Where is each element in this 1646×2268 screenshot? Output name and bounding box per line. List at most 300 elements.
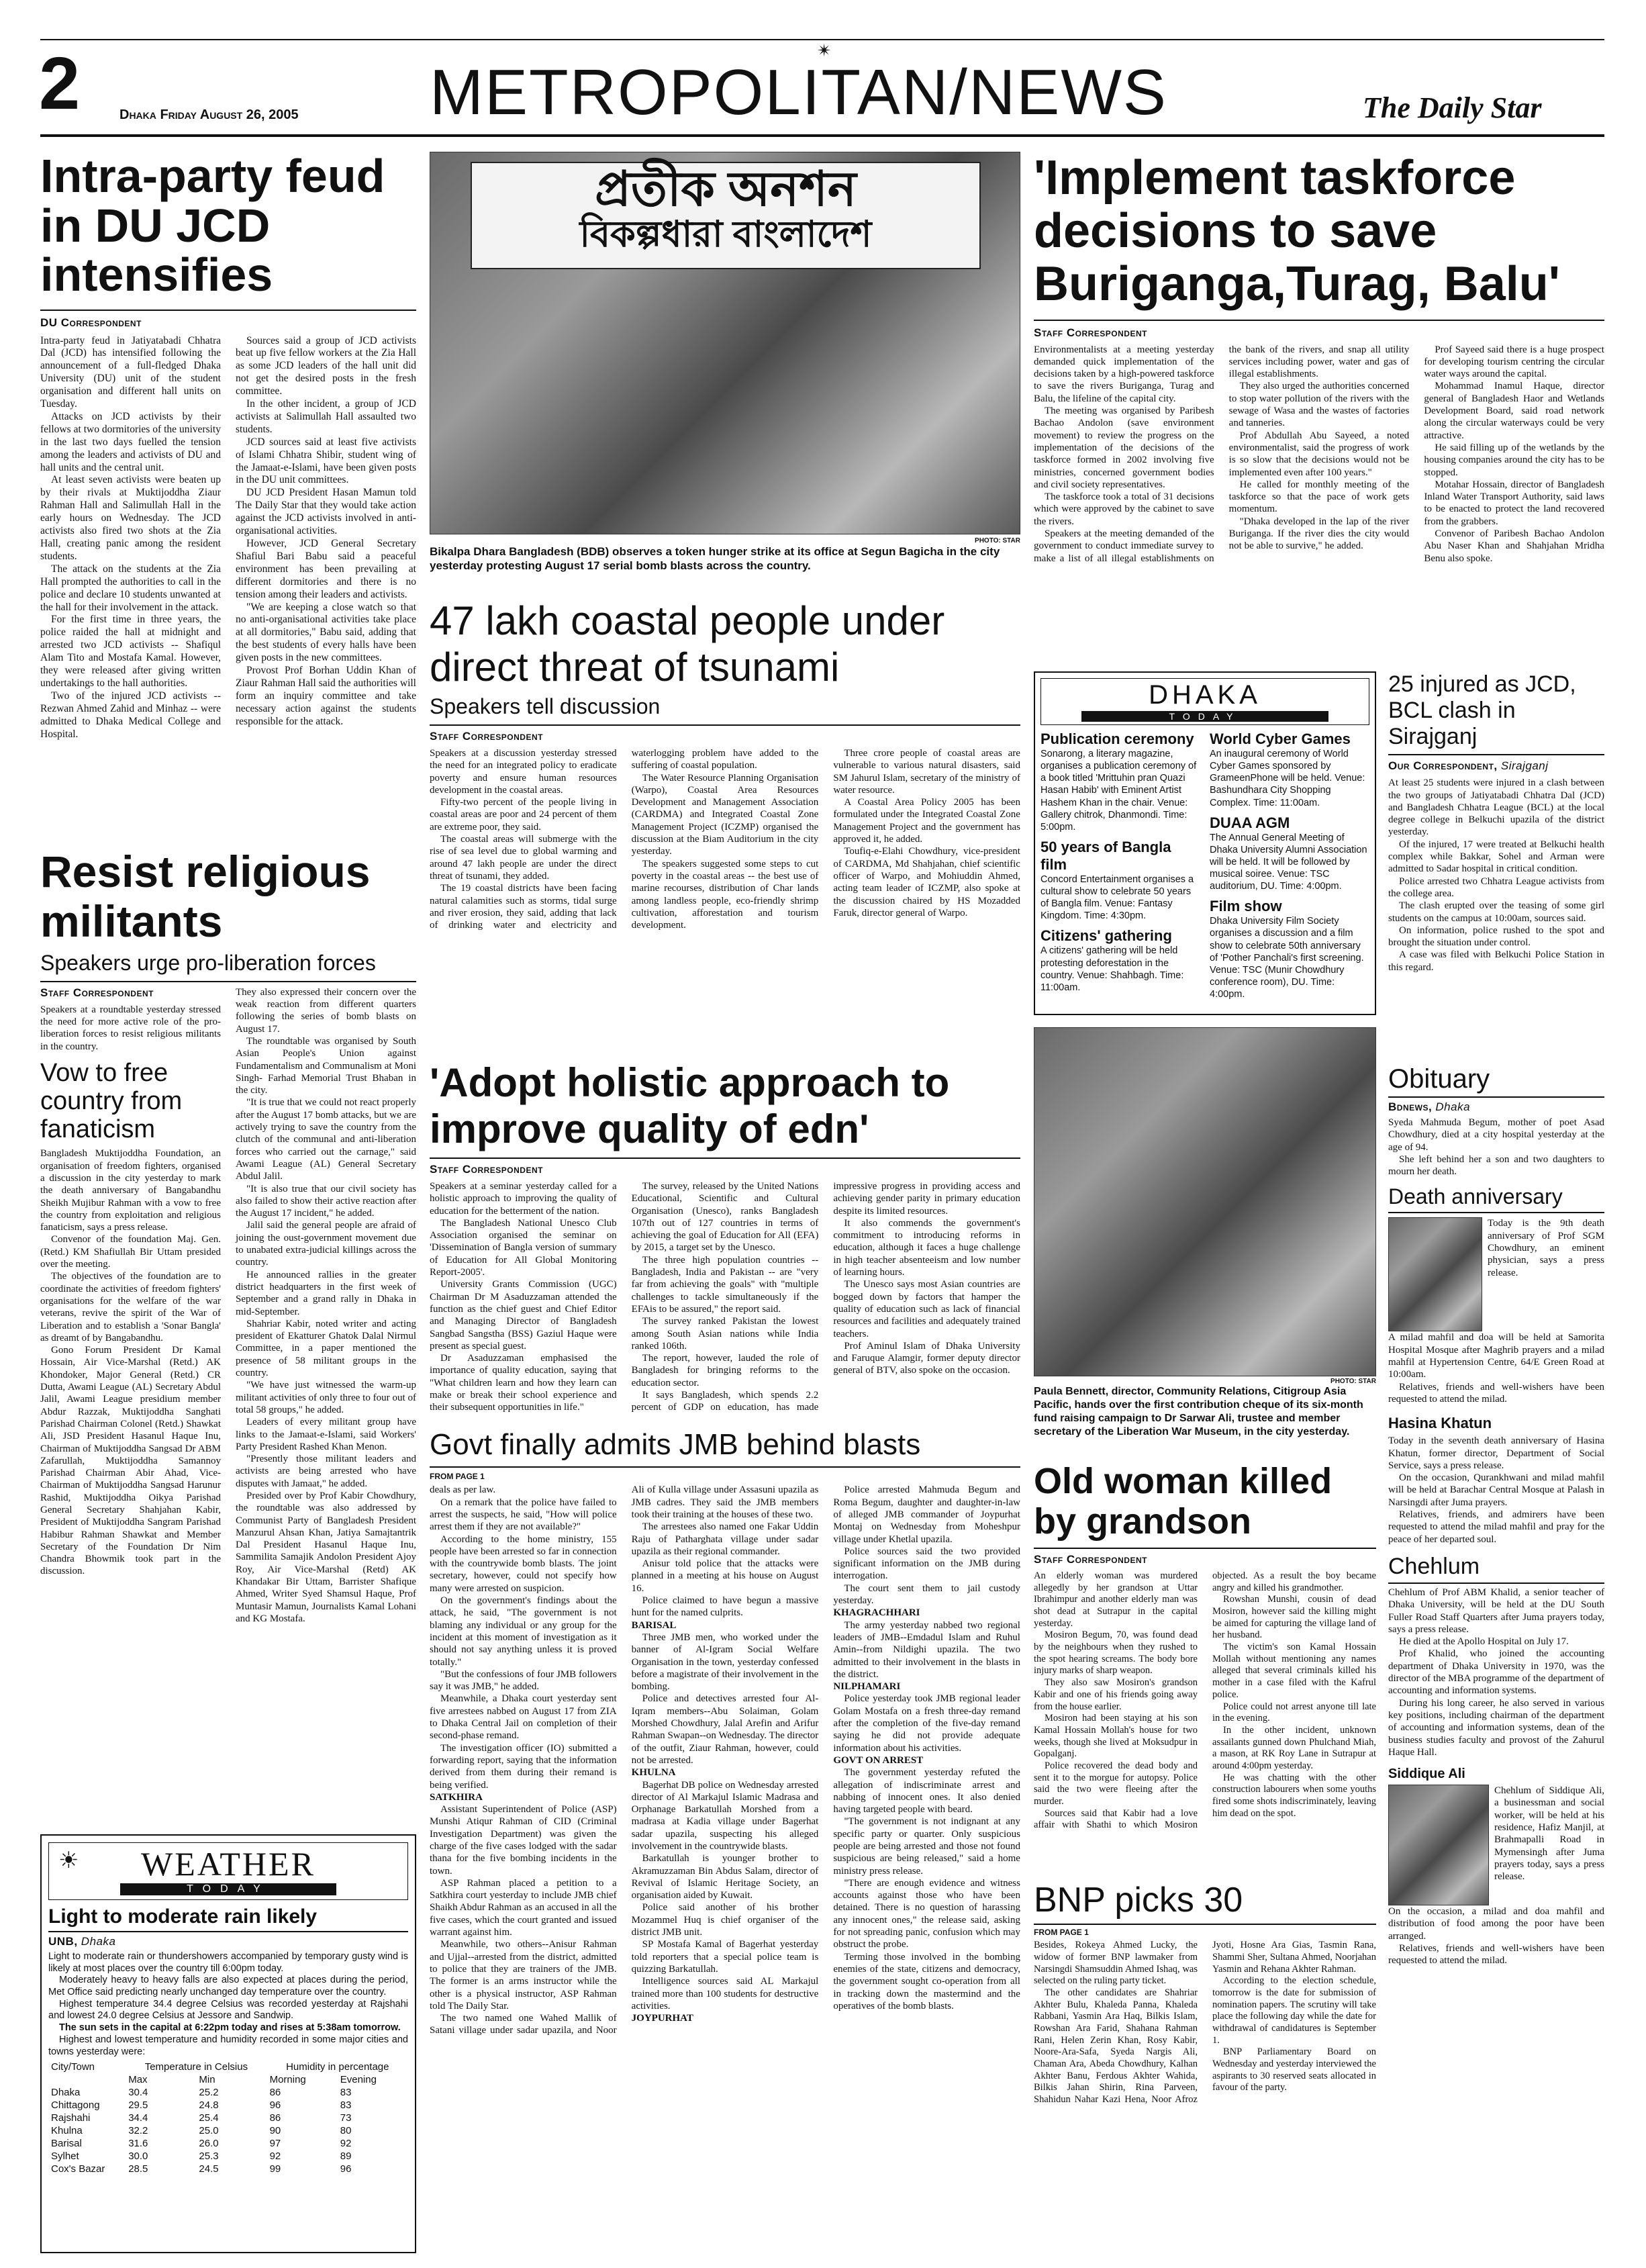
- paragraph: Convenor of the foundation Maj. Gen. (Retd.) KM Shafiullah Bir Uttam presided over the meeting.: [40, 1234, 221, 1270]
- paragraph: Prof Aminul Islam of Dhaka University and Faruque Alamgir, former deputy director general of BTV, also spoke on the occasion.: [833, 1340, 1020, 1376]
- paragraph: Relatives, friends and well-wishers have been requested to attend the milad.: [1388, 1381, 1604, 1405]
- paragraph: A Coastal Area Policy 2005 has been formulated under the Integrated Coastal Zone Management Project and the government has approved it, he added.: [833, 797, 1020, 845]
- photo-caption: Paula Bennett, director, Community Relations, Citigroup Asia Pacific, hands over the first contribution cheque of its six-month fund raising campaign to Dr Sarwar Ali, trustee and member secretary of the Liberation War Museum, in the city yesterday.: [1034, 1386, 1363, 1437]
- paragraph: Intra-party feud in Jatiyatabadi Chhatra Dal (JCD) has intensified following the announcement of a full-fledged Dhaka University (DU) unit of the student organisation and different hall units on Tuesday.: [40, 334, 221, 410]
- box-title: DHAKA: [1149, 680, 1261, 710]
- event-text: The Annual General Meeting of Dhaka University Alumni Association will be held. It will be followed by musical soiree. Venue: TSC auditorium, DU. Time: 4:00pm.: [1210, 832, 1367, 892]
- event-text: Dhaka University Film Society organises a discussion and a film show to celebrate 50th anniversary of 'Pother Panchali's first screening. Venue: TSC (Munir Chowdhury conference room), DU. Time: 4:00pm.: [1210, 916, 1364, 1000]
- article-body: [40, 1004, 221, 1053]
- paragraph: "We have just witnessed the warm-up militant activities of only three to four out of total 58 groups," he added.: [236, 1380, 416, 1415]
- paragraph: During his long career, he also served in various key positions, including chairman of the department of accounting and information systems, dean of the business studies faculty and provost of the Zahurul Haque Hall.: [1388, 1697, 1604, 1758]
- article-coastal-tsunami: [430, 598, 1020, 1016]
- banner: [471, 162, 981, 269]
- paragraph: On the government's findings about the attack, he said, "The government is not blaming any individual or any group for the incident at this moment of investigation as it should not say anything unless it is proved totally.": [430, 1595, 617, 1668]
- dhaka-today-header: [1040, 678, 1369, 725]
- article-columns: [40, 986, 416, 1625]
- paragraph: For the first time in three years, the police raided the hall at midnight and arrested two JCD activists -- Shafiqul Alam Tito and Mostafa Kamal. However, they were released after giving written undertakings to the hall authorities.: [40, 614, 221, 689]
- paragraph: According to the home ministry, 155 people have been arrested so far in connection with the countrywide bomb blasts. The joint secretary, however, could not specify how many were arrested on suspicion.: [430, 1533, 617, 1594]
- paragraph: Sources said that Kabir had a love affair with Shathi to which Mosiron objected. As a result the boy became angry and killed his grandmother.: [1034, 1570, 1376, 1831]
- paragraph: "The government is not indignant at any specific party or quarter. Only suspicious people are being arrested and those not found suspicious are being released," said a home ministry press release.: [833, 1816, 1020, 1877]
- weather-header: [48, 1842, 408, 1900]
- paragraph: He died at the Apollo Hospital on July 17.: [1399, 1636, 1569, 1648]
- section-label: SATKHIRA: [430, 1791, 483, 1803]
- photo-citigroup: [1034, 1027, 1376, 1439]
- paragraph: Mosiron Begum, 70, was found dead by the neighbours when they rushed to the spot hearing screams. The body bore injury marks of sharp weapon.: [1034, 1629, 1198, 1676]
- paragraph: Intelligence sources said AL Markajul trained more than 100 students for destructive activities.: [631, 1976, 819, 2012]
- masthead-bottom-rule: [40, 134, 1604, 137]
- paragraph: JCD sources said at least five activists of Islami Chhatra Shibir, student wing of the Jamaat-e-Islami, have been given posts in the DU unit committees.: [236, 436, 416, 486]
- paragraph: On the occasion, Qurankhwani and milad mahfil will be held at Barachar Central Mosque at Palash in Narsingdi after Juma prayers.: [1388, 1472, 1604, 1508]
- cell: Dhaka: [51, 2087, 81, 2099]
- byline: Staff Correspondent: [430, 730, 543, 743]
- table-subheader-row: [48, 2073, 408, 2086]
- cell: 25.2: [199, 2087, 219, 2099]
- byline: Staff Correspondent: [1034, 1552, 1147, 1566]
- divider: [1388, 754, 1604, 755]
- byline: Staff Correspondent: [1034, 326, 1147, 339]
- headline: Resist religious militants: [40, 847, 371, 946]
- headline: 'Adopt holistic approach to improve quality of edn': [430, 1060, 950, 1151]
- table-header-row: [48, 2061, 408, 2073]
- headline: BNP picks 30: [1034, 1881, 1243, 1920]
- divider: [430, 1157, 1020, 1159]
- box-subtitle: TODAY: [120, 1883, 336, 1895]
- cell: 24.5: [199, 2163, 219, 2175]
- paragraph: Sources said a group of JCD activists beat up five fellow workers at the Zia Hall as some JCD leaders of the hall unit did not get the desired posts in the fresh committee.: [236, 334, 416, 397]
- paragraph: On a remark that the police have failed to arrest the suspects, he said, "How will police arrest them if they are not available?": [430, 1497, 617, 1533]
- paragraph: Three JMB men, who worked under the banner of Al-Igram Social Welfare Organisation in the town, yesterday confessed before a magistrate of their involvement in the bombing.: [631, 1632, 819, 1693]
- article-body: [1034, 1570, 1376, 1906]
- divider: [1034, 320, 1604, 321]
- paragraph: He announced rallies in the greater district headquarters in the first week of September and a grand rally in Dhaka in mid-September.: [236, 1269, 416, 1317]
- paragraph: The Bangladesh National Unesco Club Association organised the seminar on 'Dissemination of Bangla version of summary of Education for All Global Monitoring Report-2005'.: [430, 1217, 617, 1278]
- portrait-photo: [1388, 1217, 1482, 1331]
- paragraph: Moderately heavy to heavy falls are also expected at places during the period, Met Office said predicting nearly unchanged day temperature over the country.: [48, 1975, 408, 1998]
- article-sirajganj-clash: [1388, 671, 1604, 974]
- paragraph: Toufiq-e-Elahi Chowdhury, vice-president of CARDMA, Md Shahjahan, chief scientific officer of Warpo, and Mohiuddin Ahmed, acting team leader of ICZMP, also spoke at the discussion chaired by HS Mozadded Faruk, director general of Warpo.: [833, 846, 1020, 918]
- paragraph: The Unesco says most Asian countries are bogged down by factors that hamper the quality of education such as lack of financial resources and facilities and adequately trained teachers.: [833, 1279, 1020, 1339]
- article-body: [1034, 1940, 1376, 2235]
- byline-text: Our Correspondent,: [1388, 759, 1498, 773]
- paragraph: The victim's son Kamal Hossain Mollah without mentioning any names alleged that several criminals killed his mother in a case filed with the Kafrul police.: [1212, 1642, 1376, 1700]
- box-title: WEATHER: [141, 1845, 316, 1883]
- divider: [430, 1466, 1020, 1468]
- article-old-woman-killed: [1034, 1461, 1376, 1906]
- article-bnp-picks: [1034, 1881, 1376, 2235]
- paragraph: Today in the seventh death anniversary of Hasina Khatun, former director, Department of Social Service, says a press release.: [1388, 1435, 1604, 1471]
- headline: 47 lakh coastal people under direct threat of tsunami: [430, 598, 945, 690]
- paragraph: Mohammad Inamul Haque, director general of Bangladesh Haor and Wetlands Development Board, said road network along the circular waterways could be very attractive.: [1424, 381, 1604, 441]
- paragraph: A milad mahfil and doa will be held at Samorita Hospital Mosque after Maghrib prayers and a milad mahfil at Hypertension Centre, 64/E Green Road at 10:00am.: [1388, 1332, 1604, 1380]
- table-row: [48, 2099, 408, 2112]
- divider: [40, 981, 416, 982]
- divider: [430, 724, 1020, 726]
- cell: 86: [269, 2087, 281, 2099]
- paragraph: University Grants Commission (UGC) Chairman Dr M Asaduzzaman attended the function as the chief guest and Chief Editor and Managing Director of Bangladesh Sangbad Sangstha (BSS) Gaziul Haque were present as special guest.: [430, 1279, 617, 1352]
- cell: 28.5: [128, 2163, 148, 2175]
- photo-caption: Bikalpa Dhara Bangladesh (BDB) observes a token hunger strike at its office at Segun Bagicha in the city yesterday protesting August 17 serial bomb blasts across the country.: [430, 545, 1000, 573]
- paragraph: Highest and lowest temperature and humidity recorded in some major cities and towns yesterday were:: [48, 2034, 408, 2057]
- paragraph: The taskforce took a total of 31 decisions which were approved by the cabinet to save the rivers.: [1034, 491, 1214, 527]
- cell: 25.4: [199, 2112, 219, 2124]
- column-header: Temperature in Celsius: [144, 2061, 248, 2073]
- event-title: DUAA AGM: [1210, 814, 1290, 831]
- table-row: [48, 2086, 408, 2099]
- paragraph: The three high population countries -- Bangladesh, India and Pakistan -- are "very far from achieving the goals" with "multiple challenges to tackle simultaneously if the EFAis to be assured," the report said.: [631, 1254, 819, 1315]
- cell: 97: [269, 2138, 281, 2150]
- cell: Rajshahi: [51, 2112, 91, 2124]
- paragraph: Mosiron had been staying at his son Kamal Hossain Mollah's house for two weeks, though she lived at Moksudpur in Gopalganj.: [1034, 1713, 1198, 1760]
- paragraph: "Dhaka developed in the lap of the river Buriganga. If the river dies the city would not be able to survive," he added.: [1228, 516, 1410, 552]
- death-anniversary-row: [1388, 1217, 1604, 1331]
- byline: DU Correspondent: [40, 316, 142, 329]
- death-anniversary-title: Death anniversary: [1388, 1184, 1563, 1209]
- paragraph: The government yesterday refuted the allegation of indiscriminate arrest and nabbing of innocent ones. It also denied having targeted people with beard.: [833, 1767, 1020, 1815]
- paragraph: Speakers at a seminar yesterday called for a holistic approach to improving the quality of education for the betterment of the nation.: [430, 1181, 617, 1217]
- paragraph: The roundtable was organised by South Asian People's Union against Fundamentalism and Communalism at Moni Singh- Farhad Memorial Trust Bhaban in the city.: [236, 1036, 416, 1096]
- chehlum-body: [1388, 1587, 1604, 1758]
- paragraph: Chehlum of Prof ABM Khalid, a senior teacher of Dhaka University, will be held at the DU South Fuller Road Staff Quarters after Juma prayers today, says a press release.: [1388, 1587, 1604, 1635]
- paragraph: Assistant Superintendent of Police (ASP) Munshi Atiqur Rahman of CID (Criminal Investigation Department) was given the charge of the five cases lodged with the sadar thana for the five bombing incidents in the town.: [430, 1804, 617, 1877]
- cell: 26.0: [199, 2138, 219, 2150]
- article-intra-party-feud: [40, 152, 416, 832]
- chehlum-title: Chehlum: [1388, 1553, 1480, 1579]
- paragraph: Three crore people of coastal areas are vulnerable to various natural disasters, said SM Jahurul Islam, secretary of the ministry of water resource.: [833, 748, 1020, 796]
- table-row: [48, 2112, 408, 2124]
- paragraph: He was chatting with the other construction labourers when some youths fired some shots indiscriminately, leaving him dead on the spot.: [1212, 1772, 1376, 1819]
- paragraph: A case was filed with Belkuchi Police Station in this regard.: [1388, 949, 1604, 973]
- paragraph: The survey ranked Pakistan the lowest among South Asian nations while India ranked 106th.: [631, 1316, 819, 1352]
- column-left: [1040, 730, 1200, 1000]
- paragraph: However, JCD General Secretary Shafiul Bari Babu said a peaceful environment has been prevailing at different dormitories and there is no tension among their leaders and activists.: [236, 538, 416, 600]
- byline-text: Bdnews,: [1388, 1100, 1433, 1113]
- byline-text: UNB,: [48, 1935, 78, 1948]
- cell: 83: [340, 2099, 352, 2112]
- news-photo: [430, 152, 1020, 534]
- paragraph: The court sent them to jail custody yesterday.: [833, 1582, 1020, 1607]
- paragraph: In the other incident, a group of JCD activists at Salimullah Hall assaulted two students.: [236, 398, 416, 435]
- paragraph: Police recovered the dead body and sent it to the morgue for autopsy. Police said the two were fleeing after the murder.: [1034, 1760, 1198, 1807]
- paragraph: The clash erupted over the teasing of some girl students on the campus at 10:00am, sources said.: [1388, 900, 1604, 924]
- paragraph: Police could not arrest anyone till late in the evening.: [1212, 1701, 1376, 1724]
- paragraph: Police arrested two Chhatra League activists from the college area.: [1388, 876, 1604, 899]
- paragraph: Relatives, friends, and admirers have been requested to attend the milad mahfil and pray for the peace of her departed soul.: [1388, 1509, 1604, 1545]
- photo-hunger-strike: [430, 152, 1020, 573]
- column-right: [1210, 730, 1369, 1000]
- star-emblem-icon: ✴: [817, 40, 832, 60]
- table-row: [48, 2137, 408, 2150]
- subhead: Speakers tell discussion: [430, 694, 661, 718]
- cell: Sylhet: [51, 2151, 79, 2163]
- event-title: 50 years of Bangla film: [1040, 838, 1171, 873]
- weather-headline: Light to moderate rain likely: [48, 1905, 318, 1928]
- byline-place: Sirajganj: [1500, 759, 1549, 773]
- paragraph: The coastal areas will submerge with the rise of sea level due to global warming and around 47 lakh people are under the direct threat of tsunami, they added.: [430, 834, 617, 882]
- dhaka-today-box: [1034, 671, 1376, 1015]
- sub-article-body: [40, 1147, 221, 1577]
- paragraph: Two of the injured JCD activists -- Rezwan Ahmed Zahid and Minhaz -- were admitted to Dhaka Medical College and Hospital.: [40, 690, 221, 740]
- paragraph: Anisur told police that the attacks were planned in a meeting at his house on August 16.: [631, 1558, 819, 1594]
- event-title: World Cyber Games: [1210, 730, 1351, 747]
- dateline: Dhaka Friday August 26, 2005: [119, 107, 299, 122]
- paragraph: It says Bangladesh, which spends 2.2 percent of GDP on education, has made impressive progress in providing access and achieving gender parity in primary education despite its limited resources.: [631, 1181, 1020, 1413]
- paragraph: Speakers at the meeting demanded of the government to conduct immediate survey to make a list of all illegal establishments on the bank of the rivers, and snap all utility services including power, water and gas of illegal establishments.: [1034, 344, 1410, 564]
- paragraph: It also commends the government's commitment to introducing reforms in education, although it faces a huge challenge in high teacher absenteeism and low number of learning hours.: [833, 1217, 1020, 1278]
- section-label: KHAGRACHHARI: [833, 1607, 920, 1619]
- weather-body: [48, 1951, 408, 2058]
- cell: 89: [340, 2151, 352, 2163]
- paragraph: Bagerhat DB police on Wednesday arrested director of Al Markajul Islamic Madrasa and Orphanage Barkatullah Morshed from a madrasa at Kadia village under Bagerhat sadar upazila, suspecting his alleged involvement in the countrywide blasts.: [631, 1779, 819, 1852]
- cell: 32.2: [128, 2125, 148, 2137]
- cell: 25.3: [199, 2151, 219, 2163]
- sun-icon: ☀: [58, 1848, 79, 1873]
- paragraph: "It is true that we could not react properly after the August 17 bomb attacks, but we are actively trying to save the country from the clutch of the communal and anti-liberation forces who carried out the carnage," said Awami League (AL) General Secretary Abdul Jalil.: [236, 1097, 416, 1182]
- cell: 25.0: [199, 2125, 219, 2137]
- article-taskforce: [1034, 152, 1604, 626]
- section-label: KHULNA: [631, 1767, 676, 1779]
- right-column: [236, 986, 416, 1625]
- section-label: BARISAL: [631, 1619, 677, 1631]
- paragraph: Environmentalists at a meeting yesterday demanded quick implementation of the decisions taken by a high-powered taskforce to save the rivers Buriganga, Turag and Balu, the lifeline of the capital city.: [1034, 344, 1214, 404]
- siddique-title: Siddique Ali: [1388, 1766, 1465, 1782]
- paragraph: Motahar Hossain, director of Bangladesh Inland Water Transport Authority, said laws to be enacted to protect the land recovered from the grabbers.: [1424, 479, 1604, 527]
- paragraph: Prof Khalid, who joined the accounting department of Dhaka University in 1970, was the director of the MBA programme of the department of accounting and information systems.: [1388, 1648, 1604, 1697]
- divider: [1388, 1096, 1604, 1098]
- cell: 73: [340, 2112, 352, 2124]
- event-title: Film show: [1210, 898, 1282, 915]
- paragraph: Convenor of Paribesh Bachao Andolon Abu Naser Khan and Shahjahan Mridha Benu also spoke.: [1424, 528, 1604, 564]
- paragraph: The Water Resource Planning Organisation (Warpo), Coastal Area Resources Development and Management Association (CARDMA) and Integrated Coastal Zone Management Project (ICZMP) organised the discussion at the Biam Auditorium in the city yesterday.: [631, 772, 819, 857]
- cell: 96: [340, 2163, 352, 2175]
- obituary-column: [1388, 1064, 1604, 1967]
- cell: 92: [269, 2151, 281, 2163]
- article-resist-militants: [40, 847, 416, 1625]
- article-body: [40, 335, 416, 832]
- divider: [1388, 1212, 1604, 1213]
- paragraph: "But the confessions of four JMB followers say it was JMB," he added.: [430, 1668, 617, 1693]
- cell: Barisal: [51, 2138, 82, 2150]
- divider: [1034, 1924, 1376, 1925]
- paragraph: ASP Rahman placed a petition to a Satkhira court yesterday to include JMB chief Shaikh Abdur Rahman as an accused in all the five cases, which the court granted and issued warrant against him.: [430, 1877, 617, 1938]
- event-text: An inaugural ceremony of World Cyber Games sponsored by GrameenPhone will be held. Venue: Bashundhara City Shopping Complex. Time: 11:00am.: [1210, 749, 1365, 808]
- paragraph: Today is the 9th death anniversary of Prof SGM Chowdhury, an eminent physician, says a press release.: [1488, 1218, 1604, 1278]
- byline: [48, 1935, 408, 1948]
- article-body-continued: [236, 986, 416, 1625]
- paragraph: Light to moderate rain or thundershowers accompanied by temporary gusty wind is likely at most places over the country till 6:00pm today.: [48, 1951, 408, 1974]
- cell: 24.8: [199, 2099, 219, 2112]
- paragraph: Police arrested Mahmuda Begum and Roma Begum, daughter and daughter-in-law of alleged JMB commander of Joypurhat Montaj on Wednesday from Moheshpur village under Khetlal upazila.: [833, 1484, 1020, 1545]
- paragraph: The army yesterday nabbed two regional leaders of JMB--Emdadul Islam and Ruhul Amin--from Nildighi upazila. The two admitted to their involvement in the blasts in the district.: [833, 1619, 1020, 1680]
- obituary-title: Obituary: [1388, 1064, 1490, 1094]
- paragraph: Syeda Mahmuda Begum, mother of poet Asad Chowdhury, died at a city hospital yesterday at the age of 94.: [1388, 1117, 1604, 1153]
- paragraph: At least seven activists were beaten up by their rivals at Muktijoddha Ziaur Rahman Hall and Salimullah Hall in the early hours on Wednesday. The JCD activists also fired two shots at the Zia Hall, creating panic among the resident students.: [40, 474, 221, 562]
- paragraph: The arrestees also named one Fakar Uddin Raju of Patharghata village under sadar upazila as their regional commander.: [631, 1521, 819, 1557]
- portrait-photo: [1388, 1785, 1489, 1905]
- page-number: 2: [39, 42, 81, 125]
- event-title: Citizens' gathering: [1040, 927, 1172, 945]
- paragraph: The report, however, lauded the role of Bangladesh for bringing reforms to the education sector.: [631, 1353, 819, 1388]
- paragraph: The meeting was organised by Paribesh Bachao Andolon (save environment movement) to review the progress on the implementation of the decisions of the taskforce formed in 2002 involving five ministries, concerned government bodies and civil society representatives.: [1034, 406, 1214, 490]
- paragraph: Highest temperature 34.4 degree Celsius was recorded yesterday at Rajshahi and lowest 24.0 degree Celsius at Jessore and Sandwip.: [48, 1998, 408, 2022]
- paragraph: The attack on the students at the Zia Hall prompted the authorities to call in the police and declare 10 students unwanted at the hall for their involvement in the attack.: [40, 563, 221, 613]
- paragraph: Fifty-two percent of the people living in coastal areas are poor and 24 percent of them are extreme poor, they said.: [430, 797, 617, 833]
- byline-place: Dhaka: [1435, 1100, 1471, 1113]
- cell: 90: [269, 2125, 281, 2137]
- box-subtitle: TODAY: [1081, 711, 1328, 722]
- cell: 29.5: [128, 2099, 148, 2112]
- headline: 25 injured as JCD, BCL clash in Sirajganj: [1388, 671, 1576, 750]
- paragraph: At least 25 students were injured in a clash between the two groups of Jatiyatabadi Chhatra Dal (JCD) and Bangladesh Chhatra League (BCL) at the local degree college in Belkuchi upazila of the district yesterday.: [1388, 777, 1604, 838]
- cell: 80: [340, 2125, 352, 2137]
- paper-logo: The Daily Star: [1363, 91, 1542, 124]
- jump-line: FROM PAGE 1: [1034, 1928, 1089, 1938]
- cell: 86: [269, 2112, 281, 2124]
- cell: 83: [340, 2087, 352, 2099]
- event-text: Concord Entertainment organises a cultural show to celebrate 50 years of Bangla film. Venue: Fantasy Kingdom. Time: 4:30pm.: [1040, 873, 1194, 922]
- sub-article-headline: Vow to free country from fanaticism: [40, 1059, 183, 1143]
- byline: Staff Correspondent: [430, 1163, 543, 1176]
- paragraph: The two named one Wahed Mallik of Satani village under sadar upazila, and Noor Ali of Kulla village under Assasuni upazila as JMB cadres. They said the JMB members took their training at the houses of these two.: [430, 1484, 819, 2036]
- obituary-body: [1388, 1117, 1604, 1178]
- paragraph: They also urged the authorities concerned to stop water pollution of the rivers with the sewage of Wasa and the wastes of factories and tanneries.: [1228, 381, 1410, 429]
- paragraph: Police said another of his brother Mozammel Huq is chief organiser of the district JMB unit.: [631, 1902, 819, 1938]
- paragraph: Besides, Rokeya Ahmed Lucky, the widow of former BNP lawmaker from Narsingdi Shamsuddin Ahmed Ishaq, was selected on the ruling party ticket.: [1034, 1940, 1198, 1987]
- cell: Cox's Bazar: [51, 2163, 105, 2175]
- divider: [48, 1931, 408, 1932]
- column-header: Min: [199, 2074, 215, 2086]
- dhaka-today-columns: [1040, 730, 1369, 1000]
- paragraph: DU JCD President Hasan Mamun told The Daily Star that they would take action against the JCD activists involved in anti-organisational activities.: [236, 487, 416, 537]
- photo-credit: PHOTO: STAR: [1330, 1378, 1376, 1385]
- headline: Old woman killed by grandson: [1034, 1461, 1333, 1542]
- death-anniversary-body: [1388, 1331, 1604, 1405]
- article-body: [1388, 777, 1604, 974]
- column-header: Morning: [269, 2074, 306, 2086]
- byline: [1388, 759, 1604, 773]
- paragraph: Dr Asaduzzaman emphasised the importance of quality education, saying that "What children learn and how they learn can make or break their school experience and their subsequent opportunities in life.": [430, 1353, 617, 1413]
- table-row: [48, 2163, 408, 2175]
- paragraph: Barkatullah is younger brother to Akramuzzaman Bin Abdus Salam, director of Revival of Islamic Heritage Society, an organisation aided by Kuwait.: [631, 1853, 819, 1901]
- paragraph: He said filling up of the wetlands by the housing companies around the city has to be stopped.: [1424, 442, 1604, 478]
- article-body: [1034, 344, 1604, 626]
- cell: 96: [269, 2099, 281, 2112]
- paragraph: He called for monthly meeting of the taskforce so that the pace of work gets momentum.: [1228, 479, 1410, 515]
- news-photo: [1034, 1027, 1376, 1376]
- byline: [1388, 1100, 1604, 1114]
- paragraph: Bangladesh Muktijoddha Foundation, an organisation of freedom fighters, organised a discussion in the city yesterday to mark the death anniversary of Bangabandhu Sheikh Mujibur Rahman with a vow to free the country from exploitation and religious fanaticism, says a press release.: [40, 1148, 221, 1233]
- paragraph: They also saw Mosiron's grandson Kabir and one of his friends going away from the house earlier.: [1034, 1677, 1198, 1712]
- headline: Intra-party feud in DU JCD intensifies: [40, 150, 385, 301]
- column-header: City/Town: [51, 2061, 95, 2073]
- section-title: METROPOLITAN/NEWS: [430, 56, 1167, 128]
- jump-line: FROM PAGE 1: [430, 1472, 485, 1482]
- paragraph: Leaders of every militant group have links to the Jamaat-e-Islami, said Workers' Party President Rashed Khan Menon.: [236, 1417, 416, 1452]
- paragraph: The speakers suggested some steps to cut poverty in the coastal areas -- the best use of marine recourses, distribution of Char lands among landless people, eco-friendly shrimp cultivation, afforestation and tourism development.: [631, 858, 819, 931]
- cell: 30.4: [128, 2087, 148, 2099]
- paragraph: Gono Forum President Dr Kamal Hossain, Air Vice-Marshal (Retd.) AK Khondoker, Major General (Retd.) CR Dutta, Awami League (AL) Secretary Abdul Jalil, Awami League presidium member Abdur Razzak, Muktijoddha Sanghati Parishad Chairman Colonel (Retd.) Shawkat Ali, JSD President Hasanul Haque Inu, Chairman of Muktijoddha Sangsad Dr ABM Zafarullah, Muktijoddha Samannoy Parishad Chairman Abir Ahad, Vice-Chairman of Muktijoddha Sangsad Harunur Rashid, Muktijoddha Oikya Parishad General Secretary Shahjahan Kabir, President of Muktijoddha Sangram Parishad Habibur Rahman Shawkat and Member Secretary of the Foundation Dr Nim Chandra Bhowmik took part in the discussion.: [40, 1345, 221, 1577]
- cell: 99: [269, 2163, 281, 2175]
- paragraph: On information, police rushed to the spot and brought the situation under control.: [1388, 925, 1604, 949]
- byline: Staff Correspondent: [40, 986, 154, 999]
- column-header: Evening: [340, 2074, 377, 2086]
- paragraph: SP Mostafa Kamal of Bagerhat yesterday told reporters that a special police team is quizzing Barkatullah.: [631, 1939, 819, 1975]
- paragraph: "It is also true that our civil society has also failed to show their active reaction after the August 17 incident," he added.: [236, 1183, 416, 1219]
- paragraph: Terming those involved in the bombing enemies of the state, citizens and democracy, the government sought co-operation from all in tracking down the mastermind and the operatives of the bomb blasts.: [833, 1951, 1020, 2012]
- byline-place: Dhaka: [81, 1935, 116, 1948]
- paragraph: "We are keeping a close watch so that no anti-organisational activities take place at all dormitories," Babu said, adding that the best students of every halls have been given posts in the new committees.: [236, 601, 416, 664]
- paragraph: Of the injured, 17 were treated at Belkuchi health complex while Bakkar, Sohel and Arman were admitted to Sadar hospital in critical condition.: [1388, 839, 1604, 875]
- article-body: [430, 747, 1020, 1016]
- paragraph: Police yesterday took JMB regional leader Golam Mostafa on a fresh three-day remand after the completion of the five-day remand saying he did not provide adequate information about his activities.: [833, 1693, 1020, 1754]
- paragraph: The investigation officer (IO) submitted a forwarding report, saying that the information derived from them during their remand is being verified.: [430, 1742, 617, 1791]
- paragraph: Prof Abdullah Abu Sayeed, a noted environmentalist, said the progress of work is so slow that the decisions would not be implemented even after 100 years.": [1228, 430, 1410, 478]
- paragraph: Provost Prof Borhan Uddin Khan of Ziaur Rahman Hall said the authorities will form an inquiry committee and take necessary action against the students responsible for the attack.: [236, 665, 416, 727]
- paragraph: Speakers at a roundtable yesterday stressed the need for more active role of the pro-liberation forces to resist religious militants in the country.: [40, 1004, 221, 1052]
- cell: 34.4: [128, 2112, 148, 2124]
- table-row: [48, 2150, 408, 2163]
- article-jmb-blasts: [430, 1429, 1020, 2256]
- paragraph: Speakers at a discussion yesterday stressed the need for an integrated policy to eradicate poverty and ensure human resources development in the coastal areas.: [430, 748, 617, 796]
- cell: Khulna: [51, 2125, 83, 2137]
- section-label: JOYPURHAT: [631, 2013, 693, 2024]
- paragraph: She left behind her a son and two daughters to mourn her death.: [1388, 1153, 1604, 1178]
- cell: 30.0: [128, 2151, 148, 2163]
- banner-text: প্রতীক অনশন: [595, 162, 857, 216]
- column-header: Max: [128, 2074, 148, 2086]
- divider: [40, 310, 416, 311]
- section-label: GOVT ON ARREST: [833, 1754, 924, 1766]
- paragraph: "Presently those militant leaders and activists are being arrested who have disputes with Jamaat," he added.: [236, 1454, 416, 1489]
- paragraph: Meanwhile, two others--Anisur Rahman and Ujjal--arrested from the district, admitted to police that they are trainers of the JMB. The former is an arms instructor while the other is a physical instructor, ASP Rahman told The Daily Star.: [430, 1939, 617, 2012]
- article-body: [430, 1484, 1020, 2256]
- event-text: A citizens' gathering will be held protesting deforestation in the country. Venue: Shahbagh. Time: 11:00am.: [1040, 945, 1184, 993]
- paragraph: They also expressed their concern over the weak reaction from different quarters following the series of bomb blasts on August 17.: [236, 986, 416, 1035]
- paragraph: The survey, released by the United Nations Educational, Scientific and Cultural Organisation (Unesco), ranks Bangladesh 107th out of 127 countries in terms of achieving the goal of Education for All (EFA) by 2015, a target set by the Unesco.: [631, 1181, 819, 1254]
- paragraph: Meanwhile, a Dhaka court yesterday sent five arrestees nabbed on August 17 from ZIA to Dhaka Central Jail on completion of their second-phase remand.: [430, 1693, 617, 1742]
- paragraph: On the occasion, a milad and doa mahfil and distribution of food among the poor have been arranged.: [1388, 1906, 1604, 1942]
- paragraph: According to the election schedule, tomorrow is the date for submission of nomination papers. The scrutiny will take place the following day while the date for withdrawal of candidatures is September 1.: [1212, 1975, 1376, 2046]
- event-title: Publication ceremony: [1040, 730, 1194, 747]
- paragraph: An elderly woman was murdered allegedly by her grandson at Uttar Ibrahimpur and another elderly man was shot dead at Sutrapur in the capital yesterday.: [1034, 1570, 1198, 1629]
- cell: 31.6: [128, 2138, 148, 2150]
- weather-box: [40, 1834, 416, 2253]
- paragraph: Relatives, friends and well-wishers have been requested to attend the milad.: [1388, 1942, 1604, 1967]
- headline: 'Implement taskforce decisions to save Buriganga,Turag, Balu': [1034, 151, 1560, 312]
- divider: [1388, 1582, 1604, 1584]
- banner-subtext: বিকল্পধারা বাংলাদেশ: [579, 214, 872, 255]
- paragraph: The objectives of the foundation are to coordinate the activities of freedom fighters' organisations for the welfare of the war veterans, revive the spirit of the War of Liberation and to establish a 'Sonar Bangla' as dreamt of by Bangabandhu.: [40, 1271, 221, 1343]
- headline: Govt finally admits JMB behind blasts: [430, 1428, 921, 1461]
- weather-table: [48, 2061, 408, 2175]
- left-column: [40, 986, 221, 1625]
- paragraph: In the other incident, unknown assailants gunned down Phulchand Miah, a mason, at RK Roy Lane in Sutrapur at around 4:00pm yesterday.: [1212, 1724, 1376, 1771]
- paragraph: Police and detectives arrested four Al-Iqram members--Abu Solaiman, Golam Morshed Chowdhury, Jalal Arefin and Arifur Rahman Swapan--on Wednesday. The director of the outfit, Ziaur Rahman, however, could not be arrested.: [631, 1693, 819, 1766]
- paragraph: deals as per law.: [430, 1484, 496, 1496]
- paragraph: "There are enough evidence and witness accounts against those who have been detained. There is no question of harassing any innocent ones," the release said, asking for not spreading panic, confusion which may obstruct the probe.: [833, 1877, 1020, 1950]
- hasina-title: Hasina Khatun: [1388, 1415, 1492, 1432]
- subhead: Speakers urge pro-liberation forces: [40, 950, 376, 975]
- siddique-body: [1388, 1905, 1604, 1967]
- paragraph: Police sources said the two provided significant information on the JMB during interrogation.: [833, 1546, 1020, 1582]
- paragraph: Attacks on JCD activists by their fellows at two dormitories of the university in the last two days fuelled the tension among the leaders and activists of DU and hall units and the central unit.: [40, 410, 221, 473]
- section-label: NILPHAMARI: [833, 1681, 901, 1693]
- paragraph: Presided over by Prof Kabir Chowdhury, the roundtable was also addressed by Communist Party of Bangladesh President Manzurul Ahsan Khan, Jatiya Samajtantrik Dal President Hasanul Haque Inu, Sammilita Samajik Andolon President Ajoy Roy, Air Vice-Marshal (Retd) AK Khandakar Bir Uttam, Barrister Shafique Ahmed, Writer Syed Shamsul Haque, Prof Muntasir Mamun, Journalists Kamal Lohani and KG Mostafa.: [236, 1490, 416, 1624]
- paragraph: Jalil said the general people are afraid of joining the oust-government movement due to unabated extra-judicial killings across the country.: [236, 1220, 416, 1268]
- column-header: Humidity in percentage: [286, 2061, 389, 2073]
- paragraph: The other candidates are Shahriar Akhter Bulu, Khaleda Panna, Khaleda Rabbani, Yasmin Ara Haq, Bilkis Islam, Rowshan Ara Farid, Shahana Rahman Rani, Helen Zerin Khan, Rosy Kabir, Noore-Ara-Safa, Syeda Nargis Ali, Chaman Ara, Abeda Chowdhury, Kalhan Akhter Banu, Ferdous Akhter Wahida, Bilkis Jahan Shirin, Rina Parveen, Shahidun Nahar Kazi Hena, Noor Afroz Jyoti, Hosne Ara Gias, Tasmin Rana, Shammi Sher, Sultana Ahmed, Noorjahan Yasmin and Rehana Akhter Rahman.: [1034, 1940, 1376, 2106]
- table-row: [48, 2124, 408, 2137]
- hasina-body: [1388, 1435, 1604, 1546]
